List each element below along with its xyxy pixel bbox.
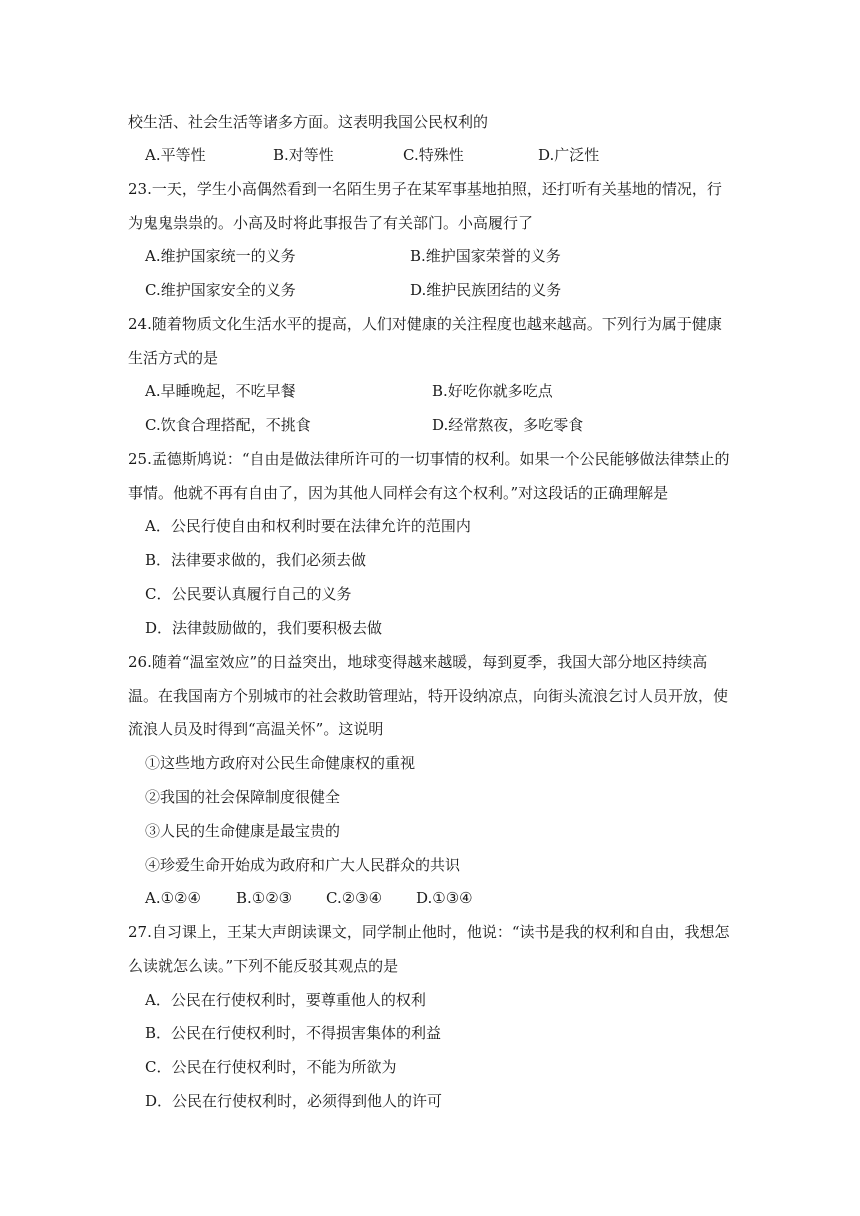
q27-stem-line-1: 27.自习课上，王某大声朗读课文，同学制止他时，他说：“读书是我的权利和自由，我想怎: [128, 923, 730, 941]
q26-option-a: A.①②④: [145, 889, 201, 907]
q26-option-d: D.①③④: [416, 889, 473, 907]
q23-option-c: C.维护国家安全的义务: [145, 281, 296, 299]
q25-stem-line-2: 事情。他就不再有自由了，因为其他人同样会有这个权利。”对这段话的正确理解是: [128, 484, 669, 502]
q24-option-c: C.饮食合理搭配，不挑食: [145, 416, 311, 434]
q22-option-c: C.特殊性: [403, 146, 464, 164]
q26-option-b: B.①②③: [236, 889, 293, 907]
q23-stem-line-2: 为鬼鬼祟祟的。小高及时将此事报告了有关部门。小高履行了: [128, 214, 534, 232]
q27-option-b: B．公民在行使权利时，不得损害集体的利益: [145, 1024, 442, 1042]
q23-option-d: D.维护民族团结的义务: [410, 281, 562, 299]
q26-option-c: C.②③④: [326, 889, 383, 907]
q24-option-a: A.早睡晚起，不吃早餐: [145, 382, 296, 400]
q22-option-d: D.广泛性: [538, 146, 600, 164]
q24-option-b: B.好吃你就多吃点: [432, 382, 553, 400]
q27-option-a: A．公民在行使权利时，要尊重他人的权利: [145, 991, 426, 1009]
q25-stem-line-1: 25.孟德斯鸠说：“自由是做法律所许可的一切事情的权利。如果一个公民能够做法律禁止的: [128, 450, 730, 468]
q26-stem-line-1: 26.随着“温室效应”的日益突出，地球变得越来越暖，每到夏季，我国大部分地区持续高: [128, 653, 708, 671]
q23-option-b: B.维护国家荣誉的义务: [410, 247, 561, 265]
q26-statement-3: ③人民的生命健康是最宝贵的: [145, 822, 341, 840]
q22-option-b: B.对等性: [273, 146, 334, 164]
q26-statement-2: ②我国的社会保障制度很健全: [145, 788, 341, 806]
q26-stem-line-3: 流浪人员及时得到“高温关怀”。这说明: [128, 720, 384, 738]
q24-stem-line-1: 24.随着物质文化生活水平的提高，人们对健康的关注程度也越来越高。下列行为属于健康: [128, 315, 722, 333]
q25-option-c: C．公民要认真履行自己的义务: [145, 585, 352, 603]
q23-option-a: A.维护国家统一的义务: [145, 247, 296, 265]
q27-stem-line-2: 么读就怎么读。”下列不能反驳其观点的是: [128, 957, 399, 975]
q27-option-c: C．公民在行使权利时，不能为所欲为: [145, 1058, 397, 1076]
q26-statement-4: ④珍爱生命开始成为政府和广大人民群众的共识: [145, 856, 461, 874]
q27-option-d: D．公民在行使权利时，必须得到他人的许可: [145, 1092, 443, 1110]
q25-option-d: D．法律鼓励做的，我们要积极去做: [145, 619, 383, 637]
q23-stem-line-1: 23.一天，学生小高偶然看到一名陌生男子在某军事基地拍照，还打听有关基地的情况，行: [128, 180, 722, 198]
q26-stem-line-2: 温。在我国南方个别城市的社会救助管理站，特开设纳凉点，向街头流浪乞讨人员开放，使: [128, 687, 729, 705]
q22-option-a: A.平等性: [145, 146, 206, 164]
q26-statement-1: ①这些地方政府对公民生命健康权的重视: [145, 754, 416, 772]
q24-option-d: D.经常熬夜，多吃零食: [432, 416, 584, 434]
q25-option-b: B．法律要求做的，我们必须去做: [145, 551, 367, 569]
q22-stem-continuation: 校生活、社会生活等诸多方面。这表明我国公民权利的: [128, 113, 489, 131]
q24-stem-line-2: 生活方式的是: [128, 349, 219, 367]
q25-option-a: A．公民行使自由和权利时要在法律允许的范围内: [145, 517, 471, 535]
